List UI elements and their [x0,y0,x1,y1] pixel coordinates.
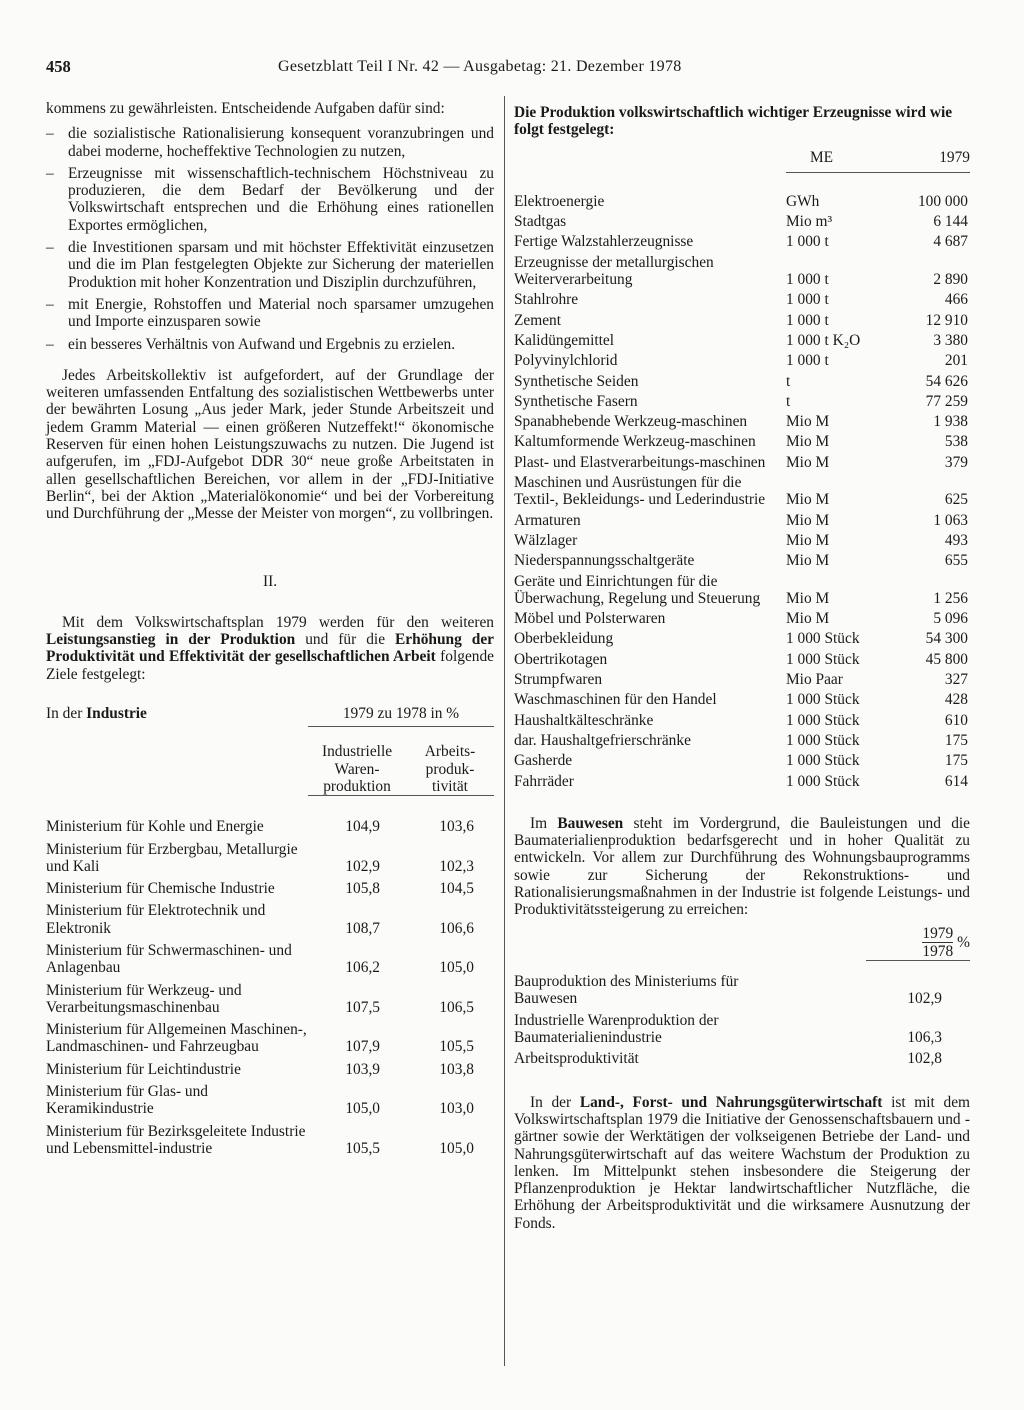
table-row [514,671,970,691]
table-row [514,1050,970,1071]
ministry-name: Ministerium für Schwermaschinen- und Anlagenbau [46,941,292,977]
product-name: Plast- und Elastverarbeitungs-maschinen [514,453,766,471]
task-list [46,125,494,353]
table-row [514,433,970,453]
product-unit: Mio M [786,491,830,509]
table-row [46,880,494,902]
product-unit: 1 000 t [786,291,829,309]
ministry-name: Ministerium für Glas- und Keramikindustrie [46,1083,209,1118]
product-name: Fahrräder [514,772,574,790]
table-row [514,512,970,532]
value-warenproduktion: 106,2 [345,959,380,977]
value-arbeitsproduktivitaet: 104,5 [439,880,474,898]
table-span-header: 1979 zu 1978 in % [342,705,460,723]
product-unit: 1 000 t [786,271,829,289]
ratio-header: $\frac{1979}{1978}$ % [922,924,970,960]
table-row [514,332,970,352]
product-name: Zement [514,311,562,329]
product-unit: Mio M [786,531,830,549]
table-row [46,982,494,1022]
construction-value: 102,9 [907,990,942,1008]
industry-table [46,705,494,1162]
column-divider [504,96,505,1366]
product-name: Spanabhebende Werkzeug-maschinen [514,413,748,431]
paragraph-bauwesen: Im Bauwesen steht im Vordergrund, die Bauleistungen und die Baumaterialienproduktion bedarfsgerecht und in hoher Qualität zu entwickeln. Vor allem zur Durchführung des Wohnungsbauprogramms sowie zur Sicherung der Rekonstruktions- und Rationalisierungsmaßnahmen in der Industrie ist folgende Leistungs- und Produktivitätssteigerung zu erreichen: [514,814,970,919]
ministry-name: Ministerium für Kohle und Energie [46,818,264,836]
product-value: 54 626 [925,372,968,390]
table-row [46,1083,494,1123]
list-item: – Erzeugnisse mit wissenschaftlich-technischem Höchstniveau zu produzieren, die dem Bedarf der Bevölkerung und der Volkswirtschaft entsprechen und die Erhöhung eines rationellen Exportes ermöglichen, [46,164,494,234]
product-value: 1 256 [933,589,968,607]
value-arbeitsproduktivitaet: 102,3 [439,857,474,875]
product-name: Fertige Walzstahlerzeugnisse [514,233,694,251]
table-row [514,393,970,413]
table-row [514,291,970,311]
product-unit: 1 000 t [786,233,829,251]
product-unit: 1 000 Stück [786,711,860,729]
product-name: Möbel und Polsterwaren [514,610,666,628]
value-arbeitsproduktivitaet: 105,0 [439,1139,474,1157]
table-row [46,841,494,881]
ministry-name: Ministerium für Chemische Industrie [46,880,275,898]
product-name: Stadtgas [514,213,567,231]
product-value: 1 938 [933,413,968,431]
gazette-title: Gesetzblatt Teil I Nr. 42 — Ausgabetag: 21. Dezember 1978 [278,58,682,75]
table-row [514,610,970,630]
product-unit: Mio M [786,453,830,471]
product-name: Kalidüngemittel [514,331,615,349]
product-value: 77 259 [925,392,968,410]
product-value: 1 063 [933,511,968,529]
product-name: dar. Haushaltgefrierschränke [514,731,691,749]
table-row [514,773,970,793]
column-header: Arbeits-produk-tivität [424,743,476,795]
product-value: 175 [944,731,968,749]
product-unit: 1 000 t [786,311,829,329]
value-warenproduktion: 102,9 [345,857,380,875]
ministry-name: Ministerium für Leichtindustrie [46,1060,241,1078]
table-row [514,233,970,253]
product-name: Armaturen [514,511,581,529]
product-unit: Mio M [786,511,830,529]
table-row [514,691,970,711]
product-value: 175 [944,752,968,770]
product-unit: Mio M [786,413,830,431]
table-row [514,312,970,332]
product-value: 3 380 [933,331,968,349]
product-value: 100 000 [917,192,968,210]
product-name: Oberbekleidung [514,630,614,648]
product-name: Waschmaschinen für den Handel [514,691,717,709]
product-value: 6 144 [933,213,968,231]
table-row [46,1061,494,1083]
product-name: Stahlrohre [514,291,579,309]
product-name: Elektroenergie [514,192,605,210]
product-unit: t [786,392,791,410]
table-row [46,1123,494,1163]
product-name: Gasherde [514,752,573,770]
product-unit: 1 000 t [786,352,829,370]
product-unit: 1 000 Stück [786,630,860,648]
table-row [514,352,970,372]
product-value: 625 [944,491,968,509]
list-item: – ein besseres Verhältnis von Aufwand und Ergebnis zu erzielen. [46,335,456,353]
table-row [46,818,494,840]
table-row [514,1012,970,1051]
table-row [514,752,970,772]
page-number: 458 [46,57,71,76]
table-row [514,552,970,572]
table-row [514,651,970,671]
column-header-me: ME [810,148,834,166]
product-unit: Mio Paar [786,671,843,689]
industry-label: In der Industrie [46,705,147,723]
table-row [46,942,494,982]
product-name: Strumpfwaren [514,671,603,689]
value-warenproduktion: 105,0 [345,1100,380,1118]
construction-item: Bauproduktion des Ministeriums für Bauwesen [514,973,739,1008]
product-name: Synthetische Fasern [514,392,638,410]
product-value: 493 [944,531,968,549]
product-value: 379 [944,453,968,471]
product-unit: t [786,372,791,390]
product-unit: Mio M [786,589,830,607]
value-warenproduktion: 107,5 [345,998,380,1016]
table-row [514,373,970,393]
construction-table [514,925,970,1072]
construction-value: 102,8 [907,1050,942,1068]
product-value: 12 910 [925,311,968,329]
left-column [46,100,494,1162]
product-value: 54 300 [925,630,968,648]
list-item: – die Investitionen sparsam und mit höchster Effektivität einzusetzen und die im Plan festgelegten Objekte zur Sicherung der materiellen Produktion mit hoher Konzentration und Disziplin durchzuführen, [46,239,494,291]
product-value: 538 [944,433,968,451]
ministry-name: Ministerium für Werkzeug- und Verarbeitungsmaschinenbau [46,981,242,1016]
product-value: 466 [944,291,968,309]
product-name: Obertrikotagen [514,650,608,668]
ministry-name: Ministerium für Bezirksgeleitete Industrie und Lebensmittel-industrie [46,1122,306,1157]
table-row [46,902,494,942]
product-unit: Mio M [786,610,830,628]
product-name: Polyvinylchlorid [514,352,618,370]
table-row [46,1021,494,1061]
value-arbeitsproduktivitaet: 105,0 [439,959,474,977]
table-row [514,732,970,752]
ministry-name: Ministerium für Elektrotechnik und Elektronik [46,902,266,937]
construction-value: 106,3 [907,1029,942,1047]
value-arbeitsproduktivitaet: 103,6 [439,818,474,836]
product-value: 201 [944,352,968,370]
section-heading: II. [262,572,278,590]
product-unit: 1 000 Stück [786,691,860,709]
column-header-year: 1979 [939,148,970,166]
value-arbeitsproduktivitaet: 103,8 [439,1060,474,1078]
paragraph-arbeitskollektiv: Jedes Arbeitskollektiv ist aufgefordert, auf der Grundlage der weiteren umfassenden Entfaltung des sozialistischen Wettbewerbs unter der bewährten Losung „Aus jeder Mark, jeder Stunde Arbeitszeit und jedem Gramm Material — einen größeren Nutzeffekt!“ ökonomische Reserven für einen hohen Leistungszuwachs zu nutzen. Die Jugend ist aufgerufen, im „FDJ-Aufgebot DDR 30“ neue große Arbeitstaten in allen gesellschaftlichen Bereichen, vor allem in der „FDJ-Initiative Berlin“, bei der Aktion „Materialökonomie“ und bei der Vorbereitung und Durchführung der „Messe der Meister von morgen“, zu vollbringen. [46,366,494,523]
table-row [514,254,970,292]
product-name: Erzeugnisse der metallurgischen Weiterverarbeitung [514,253,714,289]
table-row [514,213,970,233]
list-item: – mit Energie, Rohstoffen und Material noch sparsamer umzugehen und Importe einzusparen sowie [46,295,494,331]
value-warenproduktion: 103,9 [345,1060,380,1078]
product-value: 2 890 [933,271,968,289]
construction-item: Industrielle Warenproduktion der Baumaterialienindustrie [514,1011,719,1047]
product-name: Niederspannungsschaltgeräte [514,552,695,570]
value-warenproduktion: 107,9 [345,1038,380,1056]
product-value: 4 687 [933,233,968,251]
page-header [46,58,981,80]
product-value: 327 [944,671,968,689]
paragraph-landwirtschaft: In der Land-, Forst- und Nahrungsgüterwirtschaft ist mit dem Volkswirtschaftsplan 1979 die Initiative der Genossenschaftsbauern und -gärtner sowie der Werktätigen der volkseigenen Betriebe der Land- und Nahrungsgüterwirtschaft auf das weitere Wachstum der Produktion zu lenken. Im Mittelpunkt stehen insbesondere die Steigerung der Pflanzenproduktion je Hektar landwirtschaftlicher Nutzfläche, die Erhöhung der Arbeitsproduktivität und die wirksamere Ausnutzung der Fonds. [514,1093,970,1232]
paragraph-ziele: Mit dem Volkswirtschaftsplan 1979 werden für den weiteren Leistungsanstieg in der Produktion und für die Erhöhung der Produktivität und Effektivität der gesellschaftlichen Arbeit folgende Ziele festgelegt: [46,613,494,683]
product-unit: 1 000 Stück [786,752,860,770]
ministry-name: Ministerium für Allgemeinen Maschinen-, Landmaschinen- und Fahrzeugbau [46,1021,307,1056]
value-arbeitsproduktivitaet: 103,0 [439,1100,474,1118]
list-item: – die sozialistische Rationalisierung konsequent voranzubringen und dabei moderne, hocheffektive Technologien zu nutzen, [46,125,494,160]
production-intro: Die Produktion volkswirtschaftlich wichtiger Erzeugnisse wird wie folgt festgelegt: [514,104,953,139]
value-arbeitsproduktivitaet: 106,6 [439,919,474,937]
table-row [514,712,970,732]
value-warenproduktion: 108,7 [345,919,380,937]
ministry-name: Ministerium für Erzbergbau, Metallurgie und Kali [46,840,298,875]
table-row [514,630,970,650]
product-value: 655 [944,552,968,570]
product-unit: 1 000 Stück [786,731,860,749]
product-name: Wälzlager [514,531,578,549]
right-column [514,104,970,1232]
value-arbeitsproduktivitaet: 106,5 [439,998,474,1016]
value-warenproduktion: 105,5 [345,1139,380,1157]
value-arbeitsproduktivitaet: 105,5 [439,1038,474,1056]
product-name: Synthetische Seiden [514,372,639,390]
product-value: 5 096 [933,610,968,628]
production-table [514,149,970,793]
table-row [514,474,970,512]
product-unit: 1 000 t K₂O [786,331,861,349]
product-value: 614 [944,772,968,790]
product-value: 45 800 [925,650,968,668]
product-unit: 1 000 Stück [786,772,860,790]
product-unit: Mio M [786,433,830,451]
product-name: Kaltumformende Werkzeug-maschinen [514,433,756,451]
product-unit: Mio M [786,552,830,570]
value-warenproduktion: 104,9 [345,818,380,836]
intro-text: kommens zu gewährleisten. Entscheidende Aufgaben dafür sind: [46,100,445,117]
table-row [514,413,970,433]
product-unit: GWh [786,192,820,210]
product-value: 610 [944,711,968,729]
product-name: Haushaltkälteschränke [514,711,654,729]
product-unit: 1 000 Stück [786,650,860,668]
product-name: Maschinen und Ausrüstungen für die Textil-, Bekleidungs- und Lederindustrie [514,474,766,509]
column-header: Industrielle Waren-produktion [321,743,393,795]
product-value: 428 [944,691,968,709]
table-row [514,454,970,474]
construction-item: Arbeitsproduktivität [514,1050,639,1068]
value-warenproduktion: 105,8 [345,880,380,898]
product-name: Geräte und Einrichtungen für die Überwachung, Regelung und Steuerung [514,572,761,607]
table-row [514,532,970,552]
table-row [514,573,970,611]
table-row [514,193,970,213]
table-row [514,973,970,1012]
product-unit: Mio m³ [786,213,833,231]
